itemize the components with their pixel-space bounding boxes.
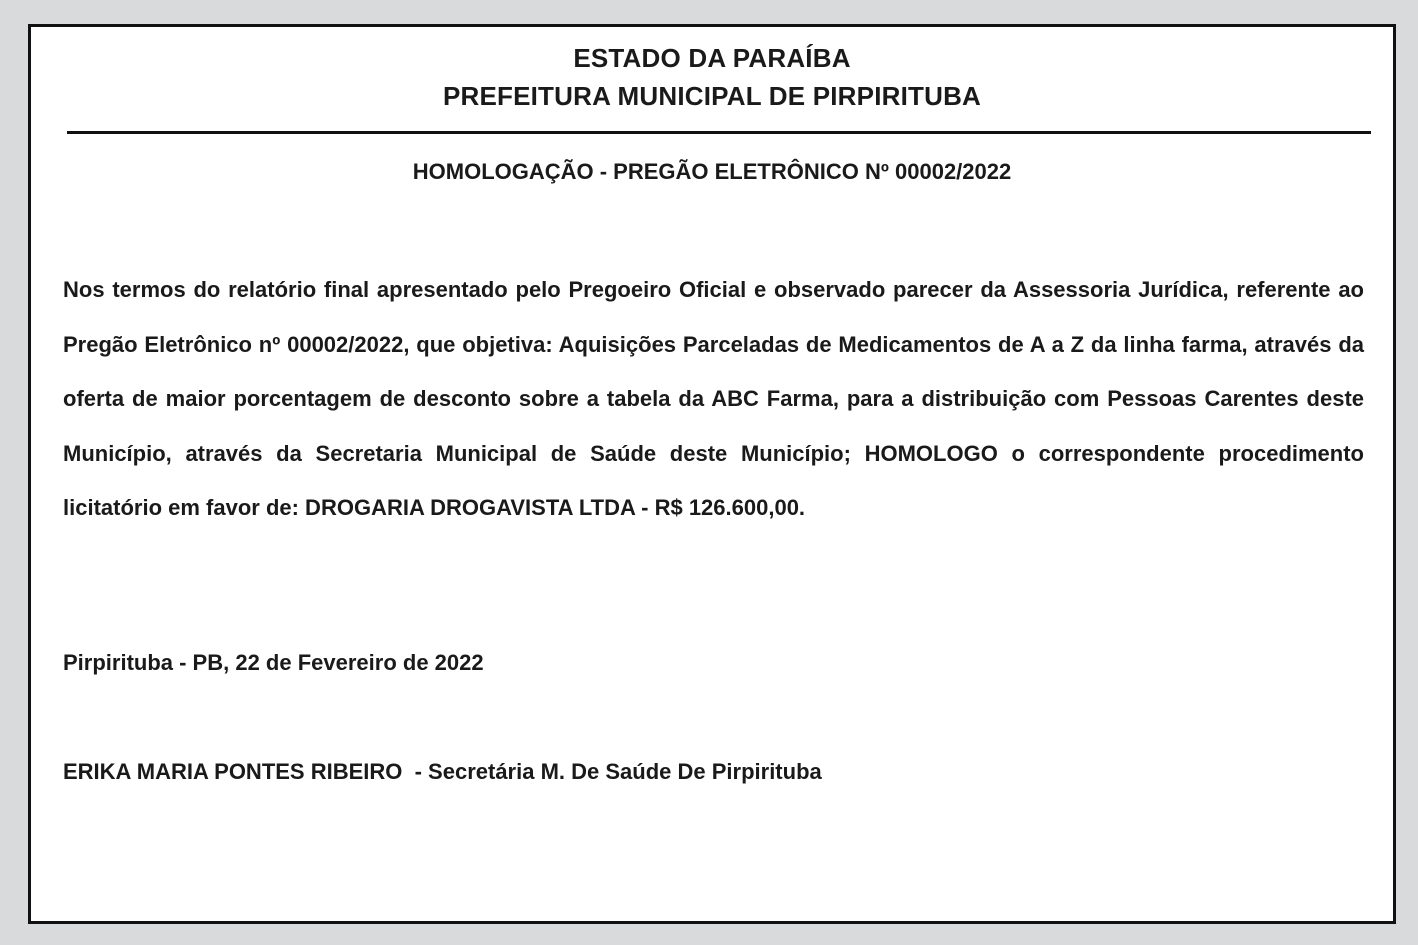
- state-heading: ESTADO DA PARAÍBA: [573, 43, 851, 73]
- document-body: Nos termos do relatório final apresentado pelo Pregoeiro Oficial e observado parecer da Assessoria Jurídica, referente ao Pregão Eletrônico nº 00002/2022, que objetiva: Aquisições Parceladas de Medicamentos de A a Z da linha farma, através da oferta de maior porcentagem de desconto sobre a tabela da ABC Farma, para a distribuição com Pessoas Carentes deste Município, através da Secretaria Municipal de Saúde deste Município; HOMOLOGO o correspondente procedimento licitatório em favor de: DROGARIA DROGAVISTA LTDA - R$ 126.600,00.: [63, 277, 1364, 521]
- header-divider: [67, 131, 1371, 134]
- city-hall-heading: PREFEITURA MUNICIPAL DE PIRPIRITUBA: [442, 81, 982, 111]
- document-title: HOMOLOGAÇÃO - PREGÃO ELETRÔNICO Nº 00002/2022: [412, 159, 1012, 184]
- signature-line: ERIKA MARIA PONTES RIBEIRO - Secretária M. De Saúde De Pirpirituba: [63, 759, 822, 784]
- official-notice: [28, 24, 1396, 924]
- place-and-date: Pirpirituba - PB, 22 de Fevereiro de 2022: [63, 650, 484, 675]
